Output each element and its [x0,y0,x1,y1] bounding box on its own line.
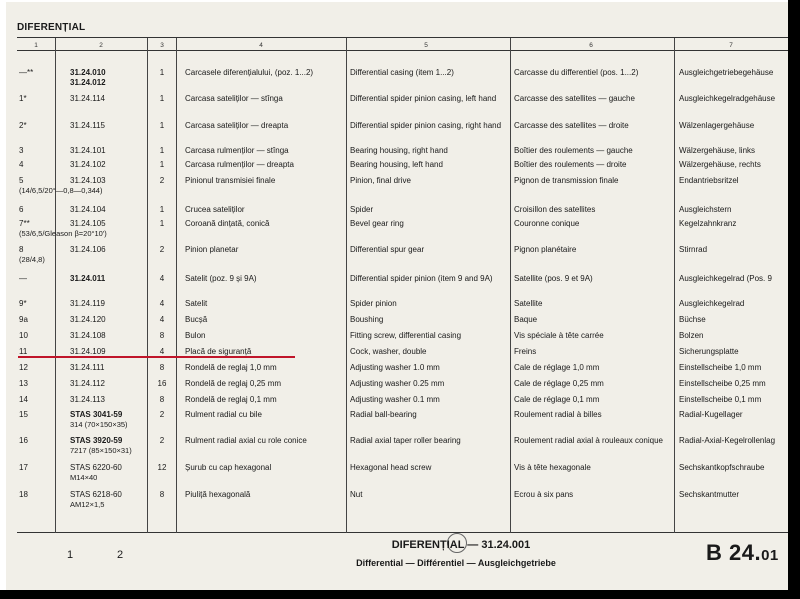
quantity: 1 [159,146,165,155]
description-english: Differential spider pinion (item 9 and 9A) [350,274,493,283]
header-bottom-rule [17,50,788,51]
description-french: Pignon planétaire [514,245,577,254]
description-english: Differential spider pinion casing, left hand [350,94,497,103]
part-spec: M14×40 [70,472,98,482]
description-romanian: Rulment radial axial cu role conice [185,436,307,445]
position-number: 3 [19,146,24,155]
part-code: 31.24.106 [70,245,106,254]
description-german: Einstellscheibe 0,1 mm [679,395,762,404]
part-code: 31.24.103 [70,176,106,185]
part-code: 31.24.101 [70,146,106,155]
description-romanian: Satelit [185,299,208,308]
description-romanian: Piuliță hexagonală [185,490,251,499]
column-number: 2 [99,42,103,49]
document-page [6,2,788,590]
description-english: Bearing housing, left hand [350,160,443,169]
part-code-secondary: 31.24.012 [70,77,106,87]
part-code: 31.24.105 [70,219,106,228]
description-german: Ausgleichgetriebegehäuse [679,68,774,77]
description-german: Bolzen [679,331,704,340]
description-romanian: Rulment radial cu bile [185,410,262,419]
quantity: 8 [159,331,165,340]
part-spec: (28/4,8) [19,254,45,264]
description-german: Einstellscheibe 0,25 mm [679,379,766,388]
quantity: 8 [159,490,165,499]
description-french: Carcasse du differentiel (pos. 1...2) [514,68,639,77]
column-number: 1 [34,42,38,49]
column-divider [510,38,511,533]
description-german: Sicherungsplatte [679,347,739,356]
description-romanian: Carcasa rulmenților — dreapta [185,160,294,169]
part-code: 31.24.102 [70,160,106,169]
description-romanian: Bucșă [185,315,208,324]
part-code: STAS 6220-60 [70,463,122,472]
position-number: 4 [19,160,24,169]
quantity: 1 [159,94,165,103]
quantity: 8 [159,395,165,404]
description-english: Radial axial taper roller bearing [350,436,461,445]
part-code: 31.24.109 [70,347,106,356]
quantity: 2 [159,410,165,419]
position-number: 13 [19,379,28,388]
description-french: Boîtier des roulements — droite [514,160,627,169]
description-french: Vis spéciale à tête carrée [514,331,604,340]
description-french: Couronne conique [514,219,580,228]
description-english: Cock, washer, double [350,347,427,356]
description-german: Radial-Kugellager [679,410,743,419]
description-german: Ausgleichkegelrad [679,299,745,308]
description-english: Adjusting washer 0.1 mm [350,395,440,404]
part-code: 31.24.112 [70,379,105,388]
quantity: 1 [159,121,165,130]
description-german: Büchse [679,315,706,324]
position-number: 18 [19,490,28,499]
description-romanian: Rondelă de reglaj 0,1 mm [185,395,277,404]
column-divider [55,38,56,533]
description-english: Spider [350,205,374,214]
position-number: 14 [19,395,28,404]
quantity: 1 [159,68,165,77]
footer-title: DIFERENȚIAL — 31.24.001 [391,539,531,551]
part-code: 31.24.011 [70,274,106,283]
description-english: Radial ball-bearing [350,410,417,419]
position-number: 11 [19,347,28,356]
description-german: Wälzenlagergehäuse [679,121,755,130]
quantity: 8 [159,363,165,372]
description-french: Satellite [514,299,543,308]
quantity: 2 [159,176,165,185]
description-french: Pignon de transmission finale [514,176,619,185]
description-romanian: Satelit (poz. 9 și 9A) [185,274,257,283]
part-spec: (14/6,5/20°—0,8—0,344) [19,185,103,195]
part-code: 31.24.010 [70,68,106,77]
scan-edge [788,0,800,599]
part-code: STAS 3920-59 [70,436,123,445]
description-french: Baque [514,315,538,324]
position-number: 15 [19,410,28,419]
quantity: 2 [159,245,165,254]
part-code: 31.24.114 [70,94,105,103]
page-code-suffix: 01 [761,547,779,564]
part-code: 31.24.115 [70,121,105,130]
column-number: 5 [424,42,428,49]
part-spec: 314 (70×150×35) [70,419,128,429]
description-german: Kegelzahnkranz [679,219,737,228]
column-divider [176,38,177,533]
part-code: STAS 3041-59 [70,410,123,419]
column-divider [346,38,347,533]
description-english: Pinion, final drive [350,176,411,185]
description-french: Boîtier des roulements — gauche [514,146,633,155]
description-french: Cale de réglage 0,25 mm [514,379,604,388]
position-number: 10 [19,331,28,340]
quantity: 1 [159,219,165,228]
description-romanian: Pinion planetar [185,245,239,254]
position-number: 9* [19,299,27,308]
description-english: Adjusting washer 0.25 mm [350,379,445,388]
column-number: 4 [259,42,263,49]
description-english: Adjusting washer 1.0 mm [350,363,440,372]
description-romanian: Rondelă de reglaj 1,0 mm [185,363,277,372]
description-romanian: Rondelă de reglaj 0,25 mm [185,379,282,388]
description-english: Bearing housing, right hand [350,146,448,155]
position-number: 7** [19,219,30,228]
position-number: 8 [19,245,24,254]
description-romanian: Crucea sateliților [185,205,245,214]
part-code: 31.24.113 [70,395,105,404]
part-code: 31.24.108 [70,331,106,340]
position-number: 17 [19,463,28,472]
description-french: Roulement radial à billes [514,410,602,419]
description-german: Wälzergehäuse, rechts [679,160,761,169]
part-code: 31.24.104 [70,205,106,214]
part-code: STAS 6218-60 [70,490,122,499]
description-romanian: Carcasa sateliților — dreapta [185,121,289,130]
position-number: 12 [19,363,28,372]
description-german: Radial-Axial-Kegelrollenlag [679,436,776,445]
description-english: Nut [350,490,363,499]
description-french: Croisillon des satellites [514,205,596,214]
table-top-rule [17,37,788,38]
description-english: Differential casing (item 1...2) [350,68,454,77]
table-bottom-rule [17,532,788,533]
description-english: Spider pinion [350,299,397,308]
footer-number: 1 [67,549,74,561]
description-romanian: Șurub cu cap hexagonal [185,463,272,472]
description-english: Hexagonal head screw [350,463,432,472]
description-german: Ausgleichkegelradgehäuse [679,94,776,103]
description-french: Cale de réglage 1,0 mm [514,363,600,372]
description-french: Satellite (pos. 9 et 9A) [514,274,593,283]
quantity: 12 [157,463,167,472]
quantity: 16 [157,379,167,388]
position-number: — [19,274,27,283]
document-title: DIFERENȚIAL [17,22,86,33]
description-german: Stirnrad [679,245,708,254]
description-german: Ausgleichkegelrad (Pos. 9 [679,274,772,283]
red-underline-annotation [18,356,295,358]
description-french: Roulement radial axial à rouleaux conique [514,436,663,445]
page-code [706,540,779,566]
part-code: 31.24.119 [70,299,105,308]
column-number: 7 [729,42,733,49]
description-french: Carcasse des satellites — droite [514,121,629,130]
description-romanian: Placă de siguranță [185,347,252,356]
quantity: 4 [159,315,165,324]
position-number: 1* [19,94,27,103]
description-german: Einstellscheibe 1,0 mm [679,363,762,372]
part-code: 31.24.120 [70,315,106,324]
description-french: Freins [514,347,537,356]
description-romanian: Carcasa sateliților — stînga [185,94,283,103]
description-romanian: Carcasele diferențialului, (poz. 1...2) [185,68,314,77]
description-german: Wälzergehäuse, links [679,146,756,155]
footer-subtitle: Differential — Différentiel — Ausgleichgetriebe [356,558,556,568]
description-english: Differential spider pinion casing, right hand [350,121,502,130]
column-divider [674,38,675,533]
scan-edge [0,590,800,599]
description-english: Boushing [350,315,384,324]
part-spec: 7217 (85×150×31) [70,445,132,455]
description-german: Endantriebsritzel [679,176,739,185]
position-number: —** [19,68,34,77]
description-french: Ecrou à six pans [514,490,574,499]
part-spec: (53/6,5/Gleason β=20°10') [19,228,107,238]
position-number: 16 [19,436,28,445]
description-german: Ausgleichstern [679,205,732,214]
quantity: 1 [159,205,165,214]
quantity: 4 [159,347,165,356]
column-number: 6 [589,42,593,49]
description-french: Cale de réglage 0,1 mm [514,395,600,404]
description-romanian: Carcasa rulmenților — stînga [185,146,289,155]
description-english: Fitting screw, differential casing [350,331,462,340]
part-code: 31.24.111 [70,363,105,372]
quantity: 1 [159,160,165,169]
description-french: Vis à tête hexagonale [514,463,591,472]
position-number: 5 [19,176,24,185]
part-spec: AM12×1,5 [70,499,105,509]
column-divider [147,38,148,533]
column-number: 3 [160,42,164,49]
position-number: 2* [19,121,27,130]
description-french: Carcasse des satellites — gauche [514,94,635,103]
description-romanian: Pinionul transmisiei finale [185,176,276,185]
quantity: 4 [159,299,165,308]
position-number: 6 [19,205,24,214]
description-german: Sechskantmutter [679,490,740,499]
description-english: Differential spur gear [350,245,425,254]
quantity: 2 [159,436,165,445]
page-code-main: B 24. [706,540,762,565]
description-german: Sechskantkopfschraube [679,463,765,472]
description-romanian: Coroană dințată, conică [185,219,270,228]
description-english: Bevel gear ring [350,219,404,228]
footer-number: 2 [117,549,124,561]
position-number: 9a [19,315,28,324]
quantity: 4 [159,274,165,283]
description-romanian: Bulon [185,331,206,340]
